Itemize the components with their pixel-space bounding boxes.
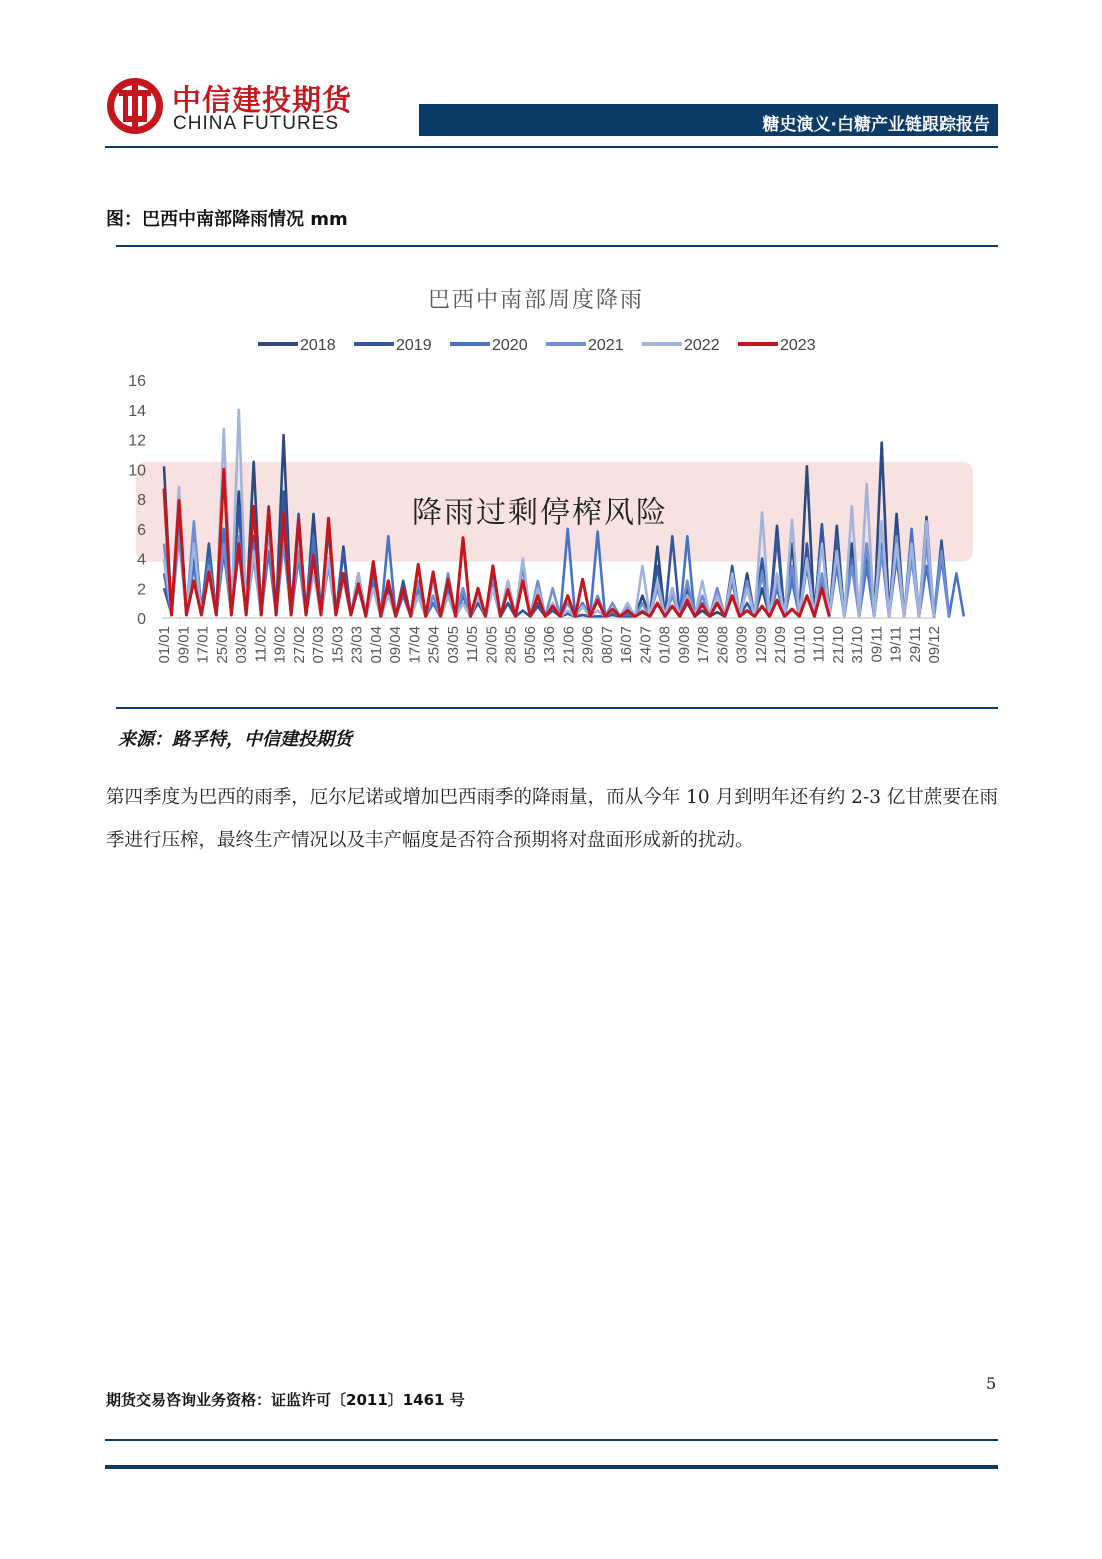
x-tick-label: 13/06 — [541, 626, 558, 664]
y-axis — [128, 373, 146, 628]
footer-rule-thin — [105, 1439, 998, 1441]
x-tick-label: 23/03 — [348, 626, 366, 664]
legend-label-2023: 2023 — [780, 337, 816, 354]
x-tick-label: 01/04 — [367, 626, 385, 664]
x-tick-label: 17/04 — [406, 626, 424, 664]
chart-title: 巴西中南部周度降雨 — [427, 288, 645, 313]
legend-label-2020: 2020 — [492, 337, 528, 354]
figure-bottom-rule — [116, 707, 998, 709]
x-tick-label: 12/09 — [752, 626, 770, 664]
x-tick-label: 09/11 — [868, 626, 886, 663]
x-tick-label: 11/10 — [810, 626, 828, 663]
x-tick-label: 17/08 — [695, 626, 712, 664]
header-band — [419, 104, 998, 136]
x-tick-label: 01/08 — [656, 626, 674, 664]
y-tick-label: 4 — [137, 551, 146, 569]
y-tick-label: 12 — [128, 432, 146, 450]
x-tick-label: 11/05 — [464, 626, 481, 663]
body-paragraph: 第四季度为巴西的雨季，厄尔尼诺或增加巴西雨季的降雨量，而从今年 10 月到明年还有约 2-3 亿甘蔗要在雨季进行压榨，最终生产情况以及丰产幅度是否符合预期将对盘面形成新的扰动。 — [106, 787, 998, 851]
header-divider — [105, 146, 998, 148]
brand-name-en: CHINA FUTURES — [173, 113, 340, 134]
footer-rule-thick — [105, 1465, 998, 1469]
x-tick-label: 29/06 — [579, 626, 597, 664]
chart-legend — [258, 337, 816, 354]
y-tick-label: 8 — [137, 492, 146, 509]
x-tick-label: 20/05 — [483, 626, 501, 664]
x-tick-label: 16/07 — [618, 626, 635, 664]
y-tick-label: 0 — [137, 611, 146, 628]
company-logo — [105, 76, 165, 136]
y-tick-label: 2 — [137, 581, 146, 599]
x-tick-label: 09/08 — [675, 626, 693, 664]
qualification-notice: 期货交易咨询业务资格：证监许可〔2011〕1461 号 — [106, 1391, 465, 1409]
x-tick-label: 21/10 — [829, 626, 847, 664]
page-number: 5 — [986, 1374, 997, 1393]
y-tick-label: 10 — [128, 462, 146, 480]
x-tick-label: 05/06 — [521, 626, 539, 664]
x-tick-label: 11/02 — [252, 626, 270, 663]
report-title: 糖史演义·白糖产业链跟踪报告 — [762, 115, 990, 135]
x-tick-label: 29/11 — [906, 626, 924, 663]
logo-emblem-icon — [105, 76, 165, 136]
legend-label-2022: 2022 — [684, 337, 720, 354]
x-tick-label: 15/03 — [329, 626, 347, 664]
x-tick-label: 09/01 — [175, 626, 193, 664]
y-tick-label: 6 — [137, 521, 146, 539]
x-tick-label: 03/02 — [233, 626, 250, 664]
legend-label-2021: 2021 — [588, 337, 624, 354]
x-tick-label: 07/03 — [310, 626, 327, 664]
x-tick-label: 21/09 — [772, 626, 789, 664]
annotation-band-layer — [136, 462, 973, 562]
figure-caption: 图：巴西中南部降雨情况 mm — [106, 209, 348, 230]
x-tick-label: 19/02 — [271, 626, 289, 664]
x-tick-label: 03/09 — [733, 626, 751, 664]
figure-source: 来源：路孚特，中信建投期货 — [118, 729, 352, 750]
brand-name-cn: 中信建投期货 — [172, 83, 353, 117]
x-tick-label: 01/10 — [791, 626, 809, 664]
x-tick-label: 03/05 — [444, 626, 462, 664]
x-tick-label: 17/01 — [194, 626, 212, 664]
annotation-label: 降雨过剩停榨风险 — [412, 495, 668, 531]
x-tick-label: 09/04 — [387, 626, 404, 664]
x-tick-label: 21/06 — [560, 626, 578, 664]
legend-label-2018: 2018 — [300, 337, 336, 354]
x-tick-label: 19/11 — [887, 626, 905, 663]
legend-label-2019: 2019 — [396, 337, 432, 354]
x-tick-label: 31/10 — [849, 626, 866, 664]
x-tick-label: 08/07 — [598, 626, 616, 664]
y-tick-label: 16 — [128, 373, 146, 390]
x-tick-label: 27/02 — [290, 626, 308, 664]
x-tick-label: 25/04 — [425, 626, 443, 664]
y-tick-label: 14 — [128, 402, 146, 420]
x-tick-label: 24/07 — [637, 626, 655, 664]
x-tick-label: 01/01 — [156, 626, 173, 664]
x-tick-label: 09/12 — [926, 626, 943, 664]
rainfall-chart — [116, 262, 998, 702]
x-tick-label: 28/05 — [502, 626, 520, 664]
x-tick-label: 26/08 — [714, 626, 732, 664]
figure-top-rule — [116, 245, 998, 247]
x-tick-label: 25/01 — [213, 626, 231, 664]
x-axis — [156, 626, 943, 664]
